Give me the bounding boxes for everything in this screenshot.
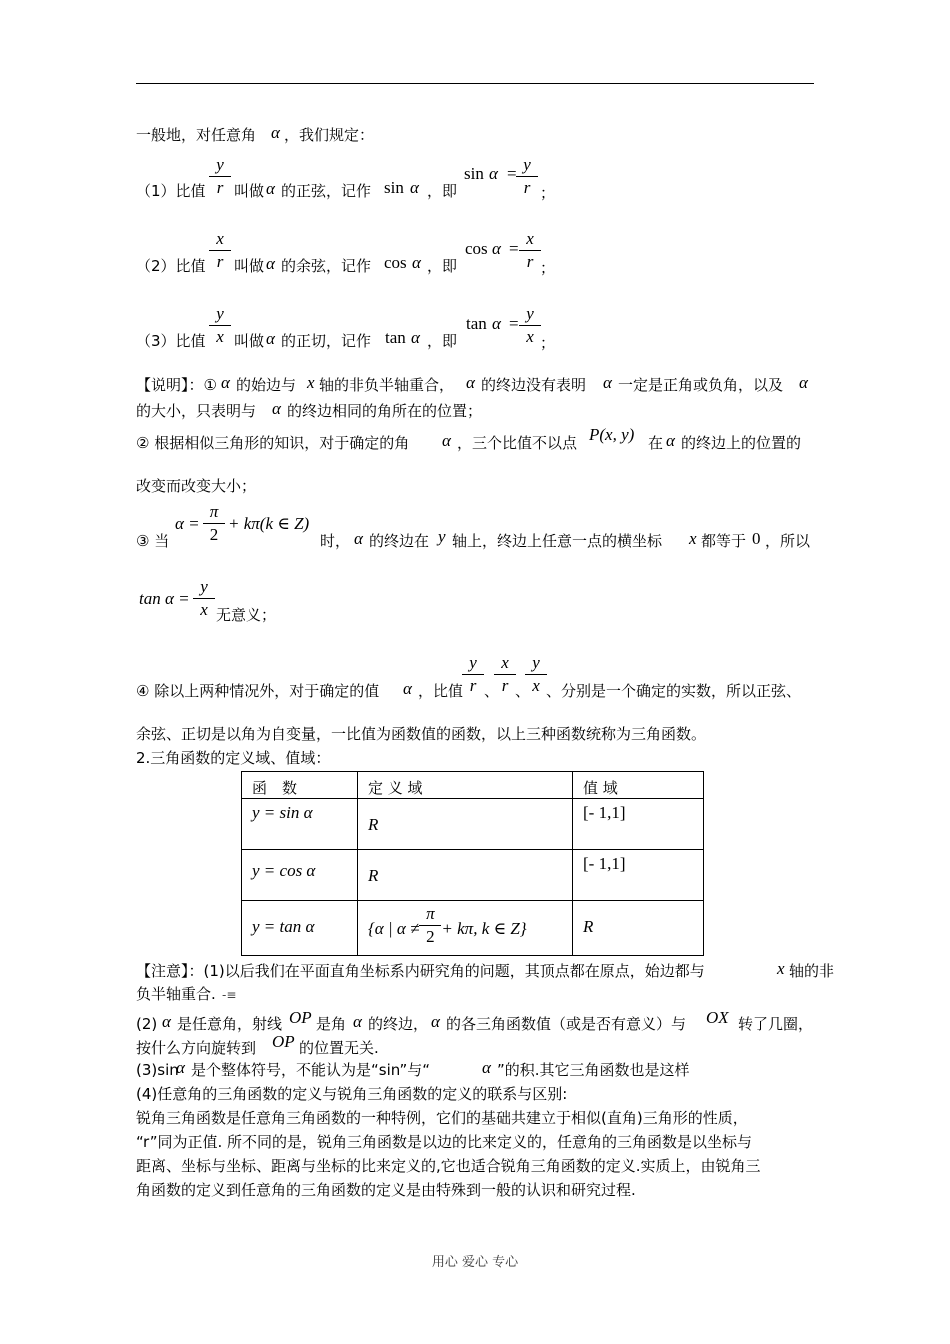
pi-over-two: π 2 bbox=[203, 503, 225, 544]
cos-function: y = cos α bbox=[252, 861, 316, 880]
table-header-row bbox=[242, 772, 704, 799]
note1-line2a: 的大小，只表明与 bbox=[136, 402, 257, 420]
attention-p2d: 的终边， bbox=[368, 1015, 429, 1033]
def-sine-fn: sin bbox=[384, 178, 404, 197]
alpha-symbol: α bbox=[272, 399, 281, 418]
tan-domain-right: + kπ, k ∈ Z} bbox=[441, 919, 527, 938]
def-sine-prefix: （1）比值 bbox=[136, 182, 206, 200]
ratio-x-over-r: x r bbox=[494, 654, 516, 695]
note4-text-a: ④ 除以上两种情况外，对于确定的值 bbox=[136, 682, 380, 700]
attention-p2b: 是任意角，射线 bbox=[177, 1015, 283, 1033]
ratio-y-over-r: y r bbox=[462, 654, 484, 695]
alpha-symbol: α bbox=[492, 314, 501, 333]
alpha-symbol: α bbox=[442, 431, 451, 450]
point-p: P(x, y) bbox=[589, 425, 635, 444]
header-domain: 定 义 域 bbox=[358, 772, 573, 799]
note1-label: 【说明】：① bbox=[136, 376, 217, 394]
header-function: 函 数 bbox=[242, 772, 358, 799]
alpha-condition-right: + kπ(k ∈ Z) bbox=[228, 514, 310, 533]
note3-text-g: 无意义； bbox=[216, 606, 277, 624]
attention-p3a: (3)sin bbox=[136, 1061, 179, 1079]
table-row bbox=[242, 901, 704, 956]
x-symbol: x bbox=[777, 959, 785, 978]
alpha-condition-left: α = bbox=[175, 514, 200, 533]
note3-text-e: 都等于 bbox=[701, 532, 747, 550]
note2-text-b: ，三个比值不以点 bbox=[457, 434, 578, 452]
def-cosine-fn: cos bbox=[384, 253, 407, 272]
attention-p5-line2: “r”同为正值. 所不同的是，锐角三角函数是以边的比来定义的，任意角的三角函数是以坐标与 bbox=[136, 1133, 753, 1151]
alpha-symbol: α bbox=[431, 1012, 440, 1031]
note4-line2: 余弦、正切是以角为自变量，一比值为函数值的函数，以上三种函数统称为三角函数。 bbox=[136, 725, 707, 743]
note2-text-a: ② 根据相似三角形的知识，对于确定的角 bbox=[136, 434, 410, 452]
def-sine-name: 的正弦，记作 bbox=[281, 182, 372, 200]
attention-p5-line3: 距离、坐标与坐标、距离与坐标的比来定义的,它也适合锐角三角函数的定义.实质上，由锐角三 bbox=[136, 1157, 761, 1175]
y-symbol: y bbox=[438, 527, 446, 546]
alpha-symbol: α bbox=[403, 679, 412, 698]
note3-text-d: 轴上，终边上任意一点的横坐标 bbox=[452, 532, 663, 550]
attention-p2e: 的各三角函数值（或是否有意义）与 bbox=[446, 1015, 687, 1033]
def-cosine-end: ； bbox=[540, 259, 556, 277]
ray-op: OP bbox=[272, 1032, 295, 1051]
note2-text-c: 在 bbox=[648, 434, 664, 452]
attention-p2a: (2) bbox=[136, 1015, 158, 1033]
ray-ox: OX bbox=[706, 1008, 729, 1027]
tangent-formula-fn: tan bbox=[466, 314, 487, 333]
tangent-formula-ratio: y x bbox=[519, 305, 541, 346]
def-sine-mid: 叫做 bbox=[234, 182, 265, 200]
sin-function: y = sin α bbox=[252, 803, 313, 822]
note4-text-b: ，比值 bbox=[418, 682, 464, 700]
def-tangent-prefix: （3）比值 bbox=[136, 332, 206, 350]
alpha-symbol: α bbox=[162, 1012, 171, 1031]
cosine-formula-fn: cos bbox=[465, 239, 488, 258]
equals-sign: = bbox=[509, 314, 519, 333]
page-footer: 用心 爱心 专心 bbox=[431, 1255, 519, 1270]
cosine-formula-ratio: x r bbox=[519, 230, 541, 271]
alpha-symbol: α bbox=[412, 253, 421, 272]
note3-text-b: 时， bbox=[320, 532, 351, 550]
zero-value: 0 bbox=[752, 529, 761, 548]
alpha-symbol: α bbox=[353, 1012, 362, 1031]
def-cosine-name: 的余弦，记作 bbox=[281, 257, 372, 275]
x-symbol: x bbox=[689, 529, 697, 548]
def-tangent-fn: tan bbox=[385, 328, 406, 347]
header-rule bbox=[136, 83, 814, 84]
attention-p5-line1: 锐角三角函数是任意角三角函数的一种特例，它们的基础共建立于相似(直角)三角形的性质， bbox=[136, 1109, 748, 1127]
attention-p3b: 是个整体符号，不能认为是“sin”与“ bbox=[191, 1061, 430, 1079]
alpha-symbol: α bbox=[176, 1058, 185, 1077]
note2-text-d: 的终边上的位置的 bbox=[681, 434, 802, 452]
def-tangent-eq: ，即 bbox=[427, 332, 458, 350]
tan-range: R bbox=[583, 917, 594, 936]
def-sine-eq: ，即 bbox=[427, 182, 458, 200]
alpha-symbol: α bbox=[354, 529, 363, 548]
note1-text-d: 一定是正角或负角，以及 bbox=[618, 376, 784, 394]
header-range: 值 域 bbox=[573, 772, 704, 799]
attention-line2: 负半轴重合. bbox=[136, 985, 216, 1003]
note3-text-a: ③ 当 bbox=[136, 532, 170, 550]
attention-p2line2b: 的位置无关. bbox=[299, 1039, 379, 1057]
alpha-symbol: α bbox=[482, 1058, 491, 1077]
alpha-symbol: α bbox=[266, 329, 275, 348]
alpha-symbol: α bbox=[411, 328, 420, 347]
tan-domain-pi-over-two: $\frac{\pi}{2}$ bbox=[419, 905, 441, 946]
separator: 、 bbox=[515, 682, 531, 700]
ratio-y-over-x: y x bbox=[525, 654, 547, 695]
attention-line1b: 轴的非 bbox=[789, 962, 835, 980]
def-cosine-prefix: （2）比值 bbox=[136, 257, 206, 275]
note1-text-a: 的始边与 bbox=[236, 376, 297, 394]
note1-line2b: 的终边相同的角所在的位置； bbox=[287, 402, 483, 420]
def-cosine-mid: 叫做 bbox=[234, 257, 265, 275]
intro-tail: ，我们规定： bbox=[284, 126, 375, 144]
intro-text: 一般地，对任意角 bbox=[136, 126, 257, 144]
def-tangent-name: 的正切，记作 bbox=[281, 332, 372, 350]
tan-formula-ratio: y x bbox=[193, 578, 215, 619]
edit-mark: -≡ bbox=[222, 988, 237, 1002]
tan-function: y = tan α bbox=[252, 917, 315, 936]
attention-p3c: ”的积.其它三角函数也是这样 bbox=[497, 1061, 690, 1079]
def-tangent-mid: 叫做 bbox=[234, 332, 265, 350]
equals-sign: = bbox=[507, 164, 517, 183]
table-row bbox=[242, 850, 704, 901]
attention-p4: (4)任意角的三角函数的定义与锐角三角函数的定义的联系与区别: bbox=[136, 1085, 568, 1103]
attention-line1a: 【注意】：(1)以后我们在平面直角坐标系内研究角的问题，其顶点都在原点，始边都与 bbox=[136, 962, 705, 980]
alpha-symbol: α bbox=[489, 164, 498, 183]
ray-op: OP bbox=[289, 1008, 312, 1027]
alpha-symbol: α bbox=[492, 239, 501, 258]
cos-domain: R bbox=[368, 866, 379, 885]
alpha-symbol: α bbox=[266, 254, 275, 273]
x-symbol: x bbox=[307, 373, 315, 392]
alpha-symbol: α bbox=[603, 373, 612, 392]
sin-range: [- 1,1] bbox=[583, 803, 626, 822]
domain-range-table bbox=[241, 771, 704, 956]
def-tangent-ratio: y x bbox=[209, 305, 231, 346]
sin-domain: R bbox=[368, 815, 379, 834]
note1-text-c: 的终边没有表明 bbox=[481, 376, 587, 394]
cos-range: [- 1,1] bbox=[583, 854, 626, 873]
def-cosine-eq: ，即 bbox=[427, 257, 458, 275]
alpha-symbol: α bbox=[410, 178, 419, 197]
attention-p5-line4: 角函数的定义到任意角的三角函数的定义是由特殊到一般的认识和研究过程. bbox=[136, 1181, 636, 1199]
attention-p2f: 转了几圈， bbox=[738, 1015, 814, 1033]
note3-text-c: 的终边在 bbox=[369, 532, 430, 550]
alpha-symbol: α bbox=[271, 123, 280, 142]
alpha-symbol: α bbox=[666, 431, 675, 450]
note3-text-f: ，所以 bbox=[765, 532, 811, 550]
separator: 、 bbox=[484, 682, 500, 700]
def-tangent-end: ； bbox=[540, 334, 556, 352]
alpha-symbol: α bbox=[466, 373, 475, 392]
section2-title: 2.三角函数的定义域、值域： bbox=[136, 749, 331, 767]
tan-domain-left: {α | α ≠ bbox=[368, 919, 420, 938]
def-sine-end: ； bbox=[540, 184, 556, 202]
attention-p2c: 是角 bbox=[316, 1015, 347, 1033]
alpha-symbol: α bbox=[266, 179, 275, 198]
equals-sign: = bbox=[509, 239, 519, 258]
alpha-symbol: α bbox=[799, 373, 808, 392]
note1-text-b: 轴的非负半轴重合， bbox=[319, 376, 455, 394]
tan-formula: tan α = bbox=[139, 589, 190, 608]
sine-formula-fn: sin bbox=[464, 164, 484, 183]
def-cosine-ratio: x r bbox=[209, 230, 231, 271]
note4-text-c: 、分别是一个确定的实数，所以正弦、 bbox=[546, 682, 802, 700]
table-row bbox=[242, 799, 704, 850]
alpha-symbol: α bbox=[221, 373, 230, 392]
def-sine-ratio: y r bbox=[209, 156, 231, 197]
sine-formula-ratio: y r bbox=[516, 156, 538, 197]
attention-p2line2a: 按什么方向旋转到 bbox=[136, 1039, 257, 1057]
note2-line2: 改变而改变大小； bbox=[136, 477, 257, 495]
